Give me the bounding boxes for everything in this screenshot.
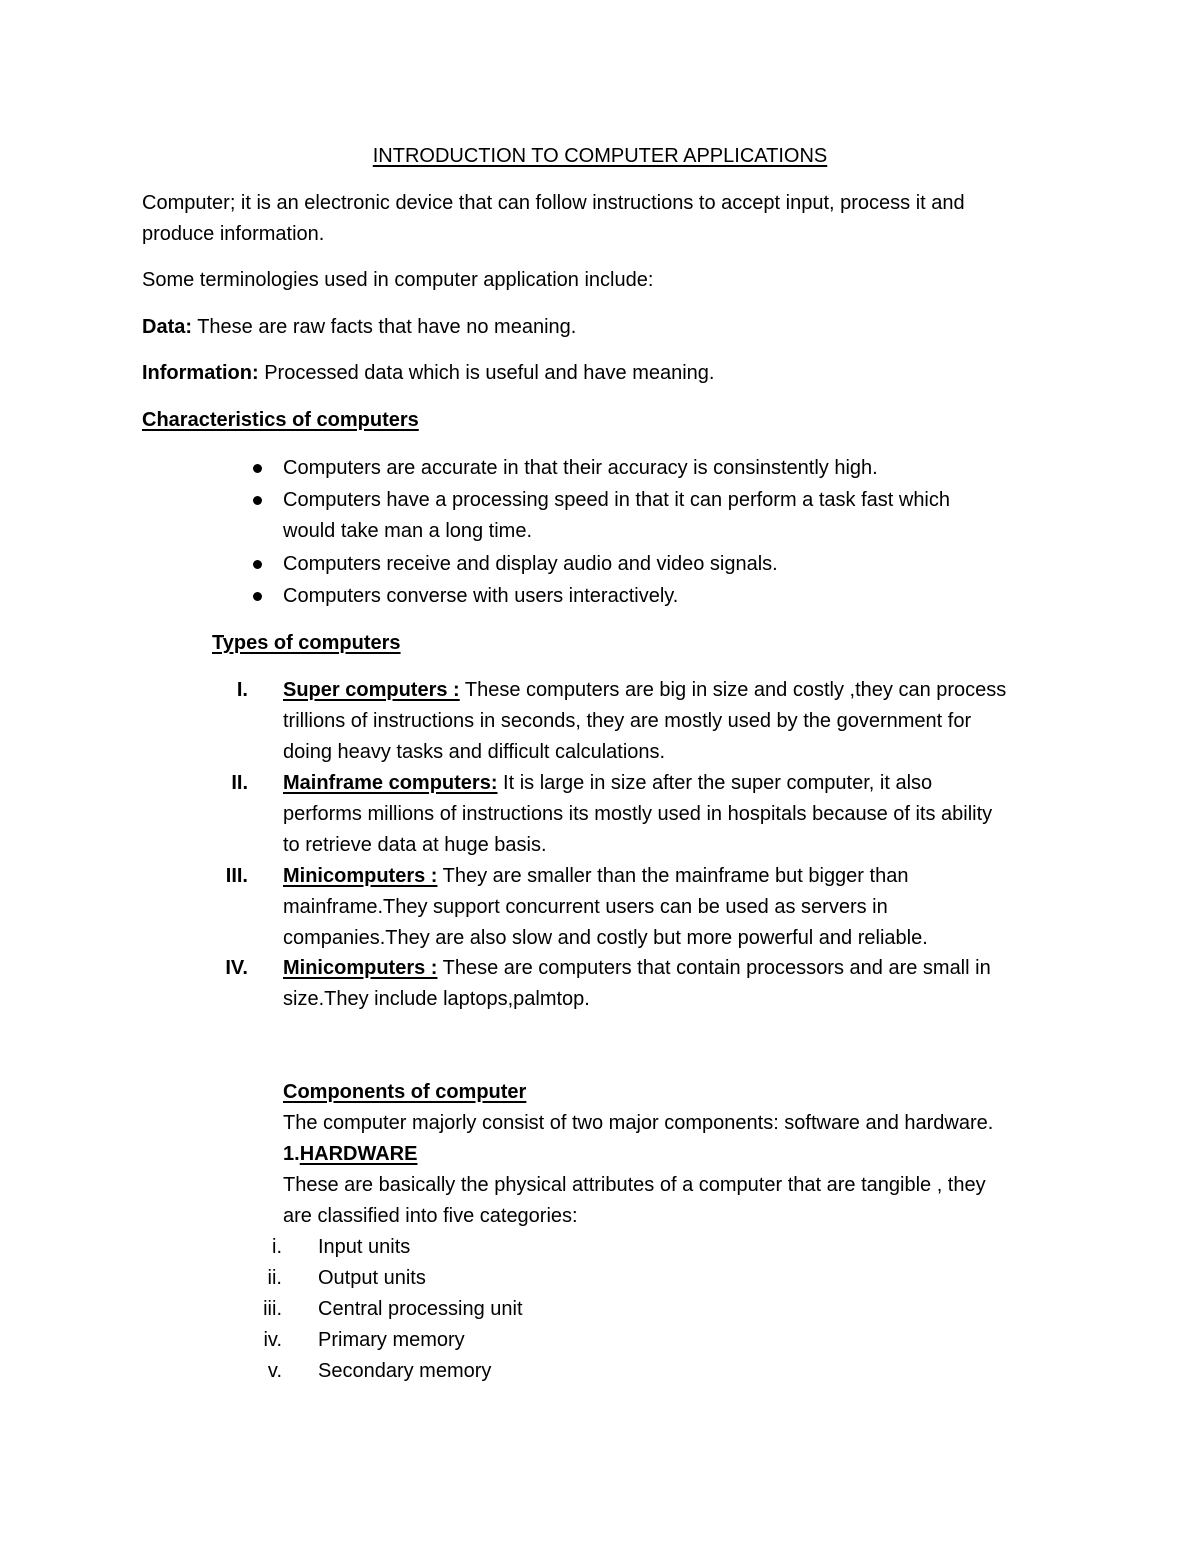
- type-term: Super computers :: [283, 679, 460, 701]
- hardware-category: Output units: [318, 1267, 426, 1289]
- list-numeral: ii.: [267, 1267, 282, 1289]
- list-numeral: i.: [272, 1236, 282, 1258]
- list-numeral: I.: [236, 679, 248, 701]
- type-item-super: [283, 675, 1006, 706]
- type-item-mainframe: [283, 768, 932, 799]
- components-intro: The computer majorly consist of two major components: software and hardware.: [283, 1112, 994, 1134]
- hardware-heading: [283, 1139, 417, 1170]
- bullet-icon: [253, 496, 262, 505]
- bullet-icon: [253, 592, 262, 601]
- hardware-title: HARDWARE: [299, 1143, 418, 1165]
- definition-term: Information:: [142, 362, 259, 384]
- page-title: INTRODUCTION TO COMPUTER APPLICATIONS: [372, 145, 828, 167]
- intro-line-1: Computer; it is an electronic device that can follow instructions to accept input, process it and: [142, 192, 965, 214]
- list-numeral: III.: [225, 865, 248, 887]
- list-numeral: IV.: [225, 957, 248, 979]
- characteristic-item: Computers receive and display audio and video signals.: [283, 553, 778, 575]
- hardware-category: Input units: [318, 1236, 411, 1258]
- definition-data: [142, 312, 576, 343]
- type-term: Minicomputers :: [283, 957, 438, 979]
- characteristic-item: Computers are accurate in that their accuracy is consinstently high.: [283, 457, 878, 479]
- characteristic-item: Computers have a processing speed in that it can perform a task fast which: [283, 489, 951, 511]
- types-heading: Types of computers: [212, 632, 401, 654]
- type-item-cont: to retrieve data at huge basis.: [283, 834, 547, 856]
- type-item-micro: [283, 953, 991, 984]
- type-item-cont: doing heavy tasks and difficult calculations.: [283, 741, 666, 763]
- type-item-cont: size.They include laptops,palmtop.: [283, 988, 590, 1010]
- hardware-category: Secondary memory: [318, 1360, 492, 1382]
- terminology-intro: Some terminologies used in computer application include:: [142, 269, 654, 291]
- definition-information: [142, 358, 715, 389]
- type-text: These computers are big in size and costly ,they can process: [459, 679, 1007, 701]
- list-numeral: iv.: [263, 1329, 282, 1351]
- hardware-category: Primary memory: [318, 1329, 465, 1351]
- bullet-icon: [253, 560, 262, 569]
- definition-term: Data:: [142, 316, 193, 338]
- intro-line-2: produce information.: [142, 223, 325, 245]
- type-text: It is large in size after the super computer, it also: [497, 772, 933, 794]
- type-item-cont: companies.They are also slow and costly but more powerful and reliable.: [283, 927, 928, 949]
- type-item-cont: performs millions of instructions its mostly used in hospitals because of its ability: [283, 803, 993, 825]
- characteristic-item: Computers converse with users interactively.: [283, 585, 679, 607]
- list-numeral: II.: [231, 772, 248, 794]
- components-heading: Components of computer: [283, 1081, 527, 1103]
- type-text: They are smaller than the mainframe but bigger than: [437, 865, 909, 887]
- hardware-category: Central processing unit: [318, 1298, 523, 1320]
- characteristics-heading: Characteristics of computers: [142, 409, 419, 431]
- definition-text: These are raw facts that have no meaning.: [192, 316, 577, 338]
- type-item-mini: [283, 861, 908, 892]
- type-term: Minicomputers :: [283, 865, 438, 887]
- type-term: Mainframe computers:: [283, 772, 498, 794]
- type-text: These are computers that contain processors and are small in: [437, 957, 991, 979]
- definition-text: Processed data which is useful and have meaning.: [258, 362, 715, 384]
- list-numeral: v.: [267, 1360, 282, 1382]
- characteristic-item-cont: would take man a long time.: [283, 520, 533, 542]
- type-item-cont: mainframe.They support concurrent users can be used as servers in: [283, 896, 888, 918]
- bullet-icon: [253, 464, 262, 473]
- type-item-cont: trillions of instructions in seconds, they are mostly used by the government for: [283, 710, 972, 732]
- hardware-description-cont: are classified into five categories:: [283, 1205, 578, 1227]
- hardware-description: These are basically the physical attributes of a computer that are tangible , they: [283, 1174, 986, 1196]
- list-numeral: iii.: [263, 1298, 282, 1320]
- hardware-number: 1.: [283, 1143, 300, 1165]
